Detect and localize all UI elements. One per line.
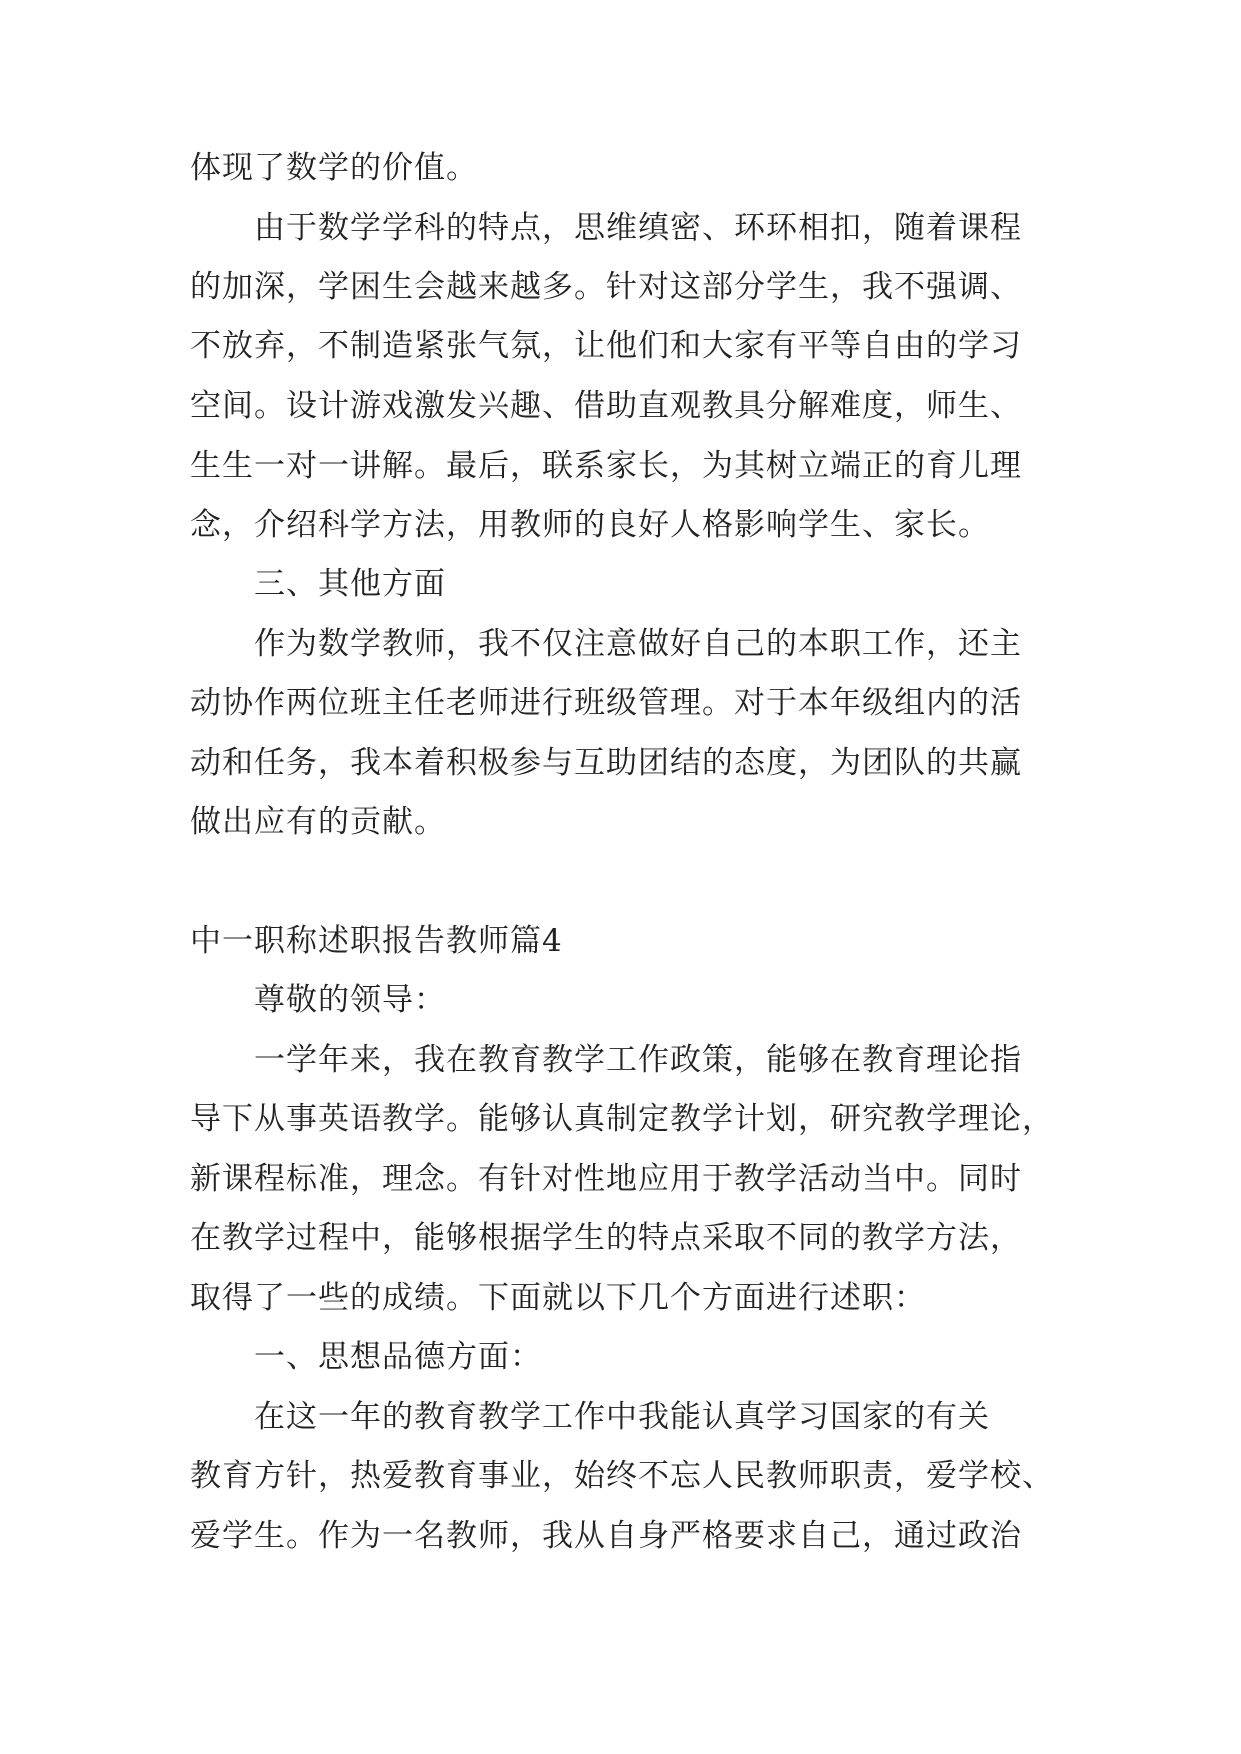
text-line: 的加深，学困生会越来越多。针对这部分学生，我不强调、 <box>190 269 1022 305</box>
text-line: 生生一对一讲解。最后，联系家长，为其树立端正的育儿理 <box>190 448 1022 484</box>
text-line: 空间。设计游戏激发兴趣、借助直观教具分解难度，师生、 <box>190 388 1022 424</box>
text-line: 在这一年的教育教学工作中我能认真学习国家的有关 <box>254 1399 990 1435</box>
article-title: 中一职称述职报告教师篇4 <box>190 923 563 959</box>
text-line: 念，介绍科学方法，用教师的良好人格影响学生、家长。 <box>190 507 990 543</box>
text-line: 取得了一些的成绩。下面就以下几个方面进行述职： <box>190 1280 926 1316</box>
text-line: 作为数学教师，我不仅注意做好自己的本职工作，还主 <box>254 626 1022 662</box>
text-line: 一学年来，我在教育教学工作政策，能够在教育理论指 <box>254 1042 1022 1078</box>
section-heading: 三、其他方面 <box>254 566 446 602</box>
text-line: 由于数学学科的特点，思维缜密、环环相扣，随着课程 <box>254 210 1022 246</box>
salutation: 尊敬的领导： <box>254 982 446 1018</box>
text-line: 动协作两位班主任老师进行班级管理。对于本年级组内的活 <box>190 685 1022 721</box>
section-heading: 一、思想品德方面： <box>254 1339 542 1375</box>
text-line: 爱学生。作为一名教师，我从自身严格要求自己，通过政治 <box>190 1518 1022 1554</box>
text-line: 体现了数学的价值。 <box>190 150 478 186</box>
text-line: 新课程标准，理念。有针对性地应用于教学活动当中。同时 <box>190 1161 1022 1197</box>
text-line: 动和任务，我本着积极参与互助团结的态度，为团队的共赢 <box>190 745 1022 781</box>
text-line: 做出应有的贡献。 <box>190 804 446 840</box>
text-line: 不放弃，不制造紧张气氛，让他们和大家有平等自由的学习 <box>190 328 1022 364</box>
text-line: 导下从事英语教学。能够认真制定教学计划，研究教学理论， <box>190 1101 1054 1137</box>
text-line: 教育方针，热爱教育事业，始终不忘人民教师职责，爱学校、 <box>190 1458 1054 1494</box>
text-line: 在教学过程中，能够根据学生的特点采取不同的教学方法， <box>190 1220 1022 1256</box>
